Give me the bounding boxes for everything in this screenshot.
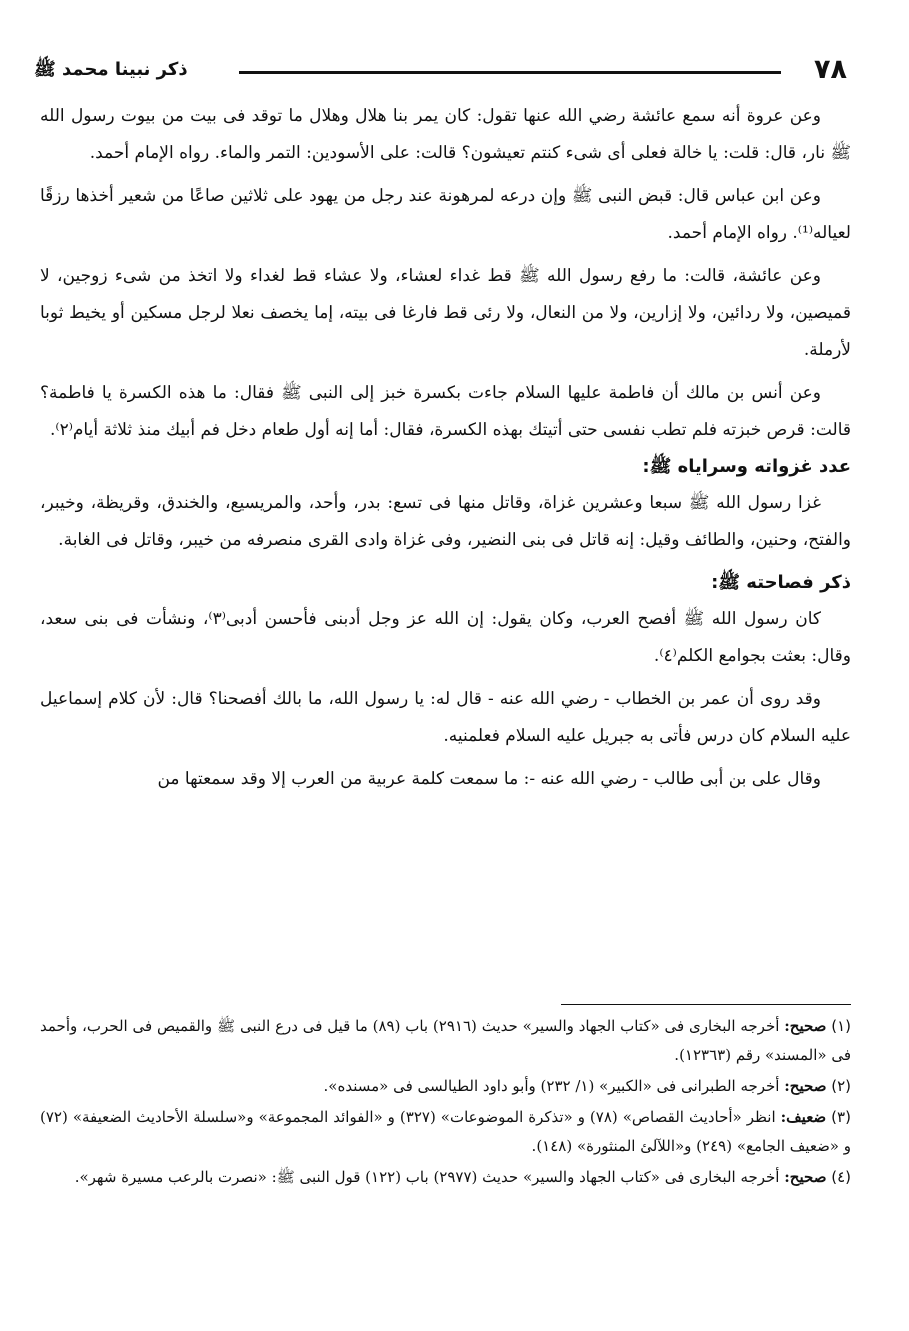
paragraph-3: وعن عائشة، قالت: ما رفع رسول الله ﷺ قط غداء لعشاء، ولا عشاء قط لغداء ولا اتخذ من شىء زوجين، لا قميصين، ولا ردائين، ولا إزارين، ولا من النعال، ولا رئى قط فارغا فى بيته، إما يخصف نعلا لرجل مسكين أو يخيط ثوبا لأرملة.	[40, 266, 851, 360]
footnote-3	[40, 1103, 851, 1161]
footnote-grade: صحيح:	[784, 1017, 827, 1035]
paragraph-1: وعن عروة أنه سمع عائشة رضي الله عنها تقول: كان يمر بنا هلال وهلال ما توقد فى بيت من بيوت رسول الله ﷺ نار، قال: قلت: يا خالة فعلى أى شىء كنتم تعيشون؟ قالت: على الأسودين: التمر والماء. رواه الإمام أحمد.	[40, 106, 851, 163]
footnote-grade: ضعيف:	[780, 1108, 827, 1126]
page-number: ٧٨	[814, 54, 847, 85]
paragraph-8: وقال على بن أبى طالب - رضي الله عنه -: ما سمعت كلمة عربية من العرب إلا وقد سمعتها من	[157, 769, 821, 789]
footnote-text: أخرجه البخارى فى «كتاب الجهاد والسير» حديث (٢٩١٦) باب (٨٩) ما قيل فى درع النبى ﷺ والقميص فى الحرب، وأحمد فى «المسند» رقم (١٢٣٦٣).	[40, 1017, 851, 1064]
page-header	[34, 52, 847, 92]
footnote-number: (٢)	[831, 1077, 851, 1095]
footnote-2	[40, 1072, 851, 1101]
footnote-grade: صحيح:	[784, 1077, 827, 1095]
running-title: ذكر نبينا محمد ﷺ	[34, 59, 188, 80]
paragraph-7: وقد روى أن عمر بن الخطاب - رضي الله عنه - قال له: يا رسول الله، ما بالك أفصحنا؟ قال: لأن كلام إسماعيل عليه السلام كان درس فأتى به جبريل عليه السلام فعلمنيه.	[40, 689, 851, 746]
footnote-text: أخرجه الطبرانى فى «الكبير» (١/ ٢٣٢) وأبو داود الطيالسى فى «مسنده».	[323, 1077, 780, 1095]
footnote-number: (٣)	[831, 1108, 851, 1126]
paragraph-5: غزا رسول الله ﷺ سبعا وعشرين غزاة، وقاتل منها فى تسع: بدر، وأحد، والمريسيع، والخندق، وقريظة، وخيبر، والفتح، وحنين، والطائف وقيل: إنه قاتل فى بنى النضير، وفى غزاة وادى القرى منصرفه من خيبر، وقاتل فى الغابة.	[40, 493, 851, 550]
paragraph-4: وعن أنس بن مالك أن فاطمة عليها السلام جاءت بكسرة خبز إلى النبى ﷺ فقال: ما هذه الكسرة يا فاطمة؟ قالت: قرص خبزته فلم تطب نفسى حتى أتيتك بهذه الكسرة، فقال: أما إنه أول طعام دخل فم أبيك منذ ثلاثة أيام⁽٢⁾.	[40, 383, 851, 440]
main-text	[40, 98, 851, 804]
footnote-grade: صحيح:	[784, 1168, 827, 1186]
paragraph-2: وعن ابن عباس قال: قبض النبى ﷺ وإن درعه لمرهونة عند رجل من يهود على ثلاثين صاعًا من شعير أخذها رزقًا لعياله⁽¹⁾. رواه الإمام أحمد.	[40, 186, 851, 243]
section-heading-campaigns: عدد غزواته وسراياه ﷺ:	[642, 456, 851, 477]
footnote-divider	[561, 1004, 851, 1005]
footnotes	[40, 1012, 851, 1194]
header-rule	[239, 71, 781, 74]
section-heading-eloquence: ذكر فصاحته ﷺ:	[711, 572, 851, 593]
footnote-number: (١)	[831, 1017, 851, 1035]
footnote-number: (٤)	[831, 1168, 851, 1186]
paragraph-6: كان رسول الله ﷺ أفصح العرب، وكان يقول: إن الله عز وجل أدبنى فأحسن أدبى⁽٣⁾، ونشأت فى بنى سعد، وقال: بعثت بجوامع الكلم⁽٤⁾.	[40, 609, 851, 666]
footnote-text: انظر «أحاديث القصاص» (٧٨) و «تذكرة الموضوعات» (٣٢٧) و «الفوائد المجموعة» و«سلسلة الأحاديث الضعيفة» (٧٢) و «ضعيف الجامع» (٢٤٩) و«اللآلئ المنثورة» (١٤٨).	[40, 1108, 851, 1155]
footnote-4	[40, 1163, 851, 1192]
footnote-text: أخرجه البخارى فى «كتاب الجهاد والسير» حديث (٢٩٧٧) باب (١٢٢) قول النبى ﷺ: «نصرت بالرعب مسيرة شهر».	[74, 1168, 780, 1186]
footnote-1	[40, 1012, 851, 1070]
